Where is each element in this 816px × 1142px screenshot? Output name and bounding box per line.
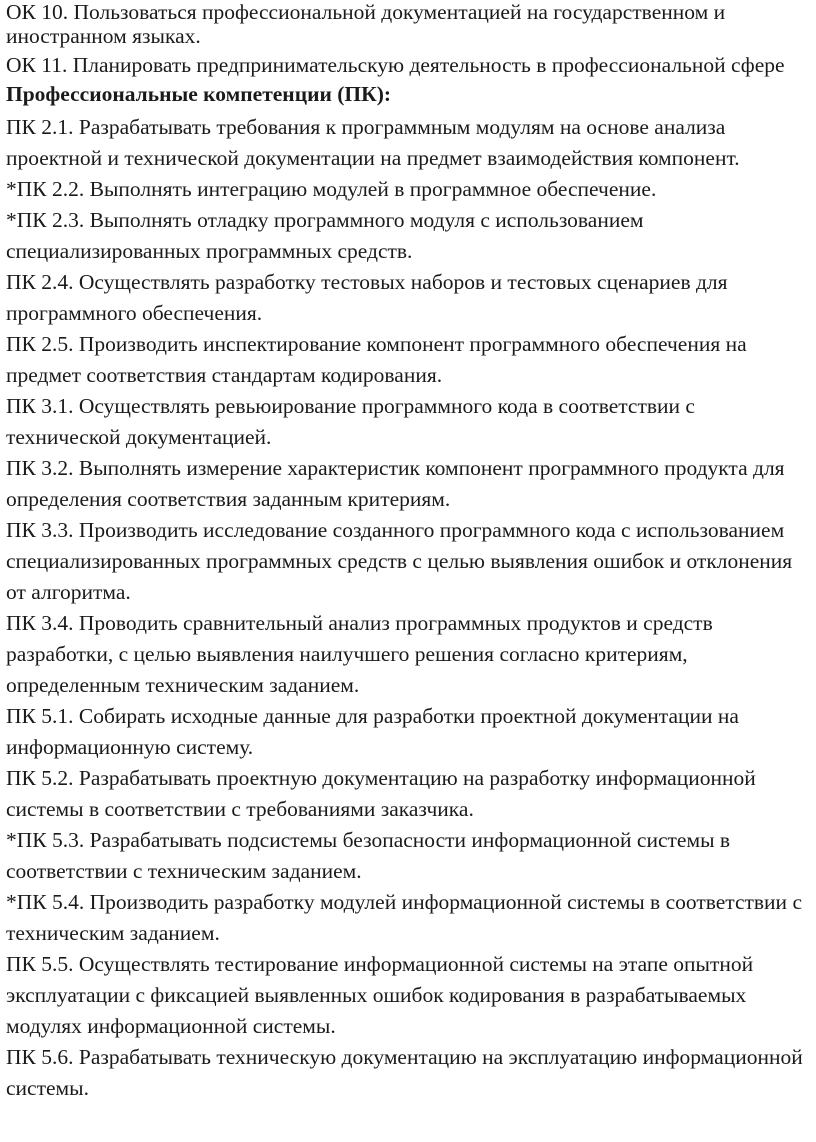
pk-5-2-item: ПК 5.2. Разрабатывать проектную документацию на разработку информационной системы в соответствии с требованиями заказчика.	[6, 766, 756, 821]
pk-5-1-item: ПК 5.1. Собирать исходные данные для разработки проектной документации на информационную систему.	[6, 704, 739, 759]
pk-3-4-item: ПК 3.4. Проводить сравнительный анализ программных продуктов и средств разработки, с целью выявления наилучшего решения согласно критериям, определенным техническим заданием.	[6, 611, 713, 697]
pk-2-5-item: ПК 2.5. Производить инспектирование компонент программного обеспечения на предмет соответствия стандартам кодирования.	[6, 332, 747, 387]
document-page	[6, 0, 812, 1104]
pk-3-3-item: ПК 3.3. Производить исследование созданного программного кода с использованием специализированных программных средств с целью выявления ошибок и отклонения от алгоритма.	[6, 518, 793, 604]
pk-5-3-item: *ПК 5.3. Разрабатывать подсистемы безопасности информационной системы в соответствии с техническим заданием.	[6, 828, 731, 883]
pk-2-2-item: *ПК 2.2. Выполнять интеграцию модулей в программное обеспечение.	[6, 177, 657, 201]
ok-11-item: ОК 11. Планировать предпринимательскую деятельность в профессиональной сфере	[6, 53, 785, 77]
pk-3-1-item: ПК 3.1. Осуществлять ревьюирование программного кода в соответствии с технической документацией.	[6, 394, 695, 449]
pk-5-5-item: ПК 5.5. Осуществлять тестирование информационной системы на этапе опытной эксплуатации с фиксацией выявленных ошибок кодирования в разрабатываемых модулях информационной системы.	[6, 952, 754, 1038]
pk-3-2-item: ПК 3.2. Выполнять измерение характеристик компонент программного продукта для определения соответствия заданным критериям.	[6, 456, 785, 511]
pk-2-3-item: *ПК 2.3. Выполнять отладку программного модуля с использованием специализированных программных средств.	[6, 208, 644, 263]
pk-5-6-item: ПК 5.6. Разрабатывать техническую документацию на эксплуатацию информационной системы.	[6, 1045, 803, 1100]
pk-2-1-item: ПК 2.1. Разрабатывать требования к программным модулям на основе анализа проектной и технической документации на предмет взаимодействия компонент.	[6, 115, 740, 170]
pk-2-4-item: ПК 2.4. Осуществлять разработку тестовых наборов и тестовых сценариев для программного обеспечения.	[6, 270, 728, 325]
section-heading: Профессиональные компетенции (ПК):	[6, 82, 392, 106]
pk-5-4-item: *ПК 5.4. Производить разработку модулей информационной системы в соответствии с техническим заданием.	[6, 890, 802, 945]
ok-10-item: ОК 10. Пользоваться профессиональной документацией на государственном и иностранном языках.	[6, 0, 726, 48]
